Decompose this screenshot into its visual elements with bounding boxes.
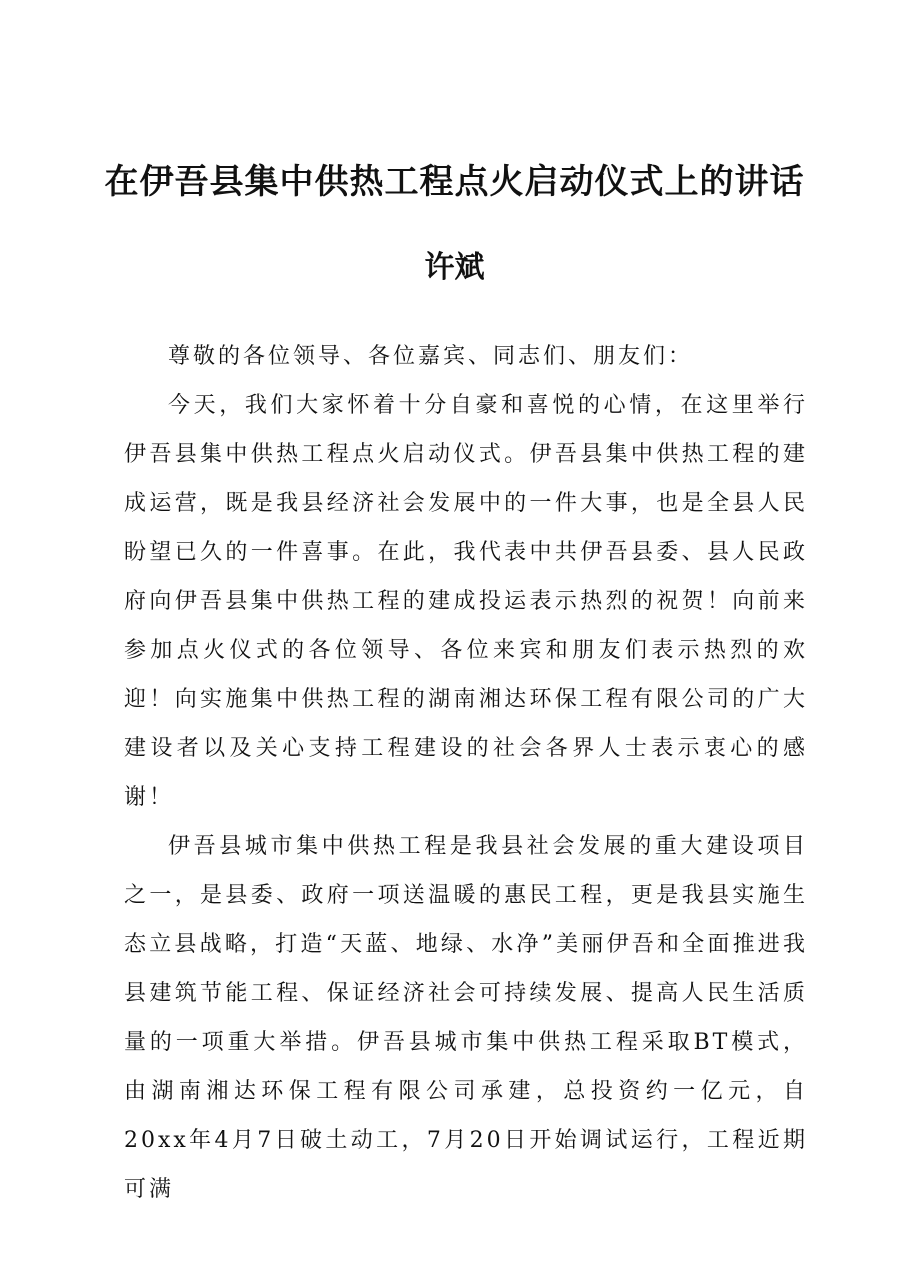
document-title: 在伊吾县集中供热工程点火启动仪式上的讲话 — [104, 162, 805, 202]
paragraph-project: 伊吾县城市集中供热工程是我县社会发展的重大建设项目之一，是县委、政府一项送温暖的惠民工程，更是我县实施生态立县战略，打造“天蓝、地绿、水净”美丽伊吾和全面推进我县建筑节能工程、保证经济社会可持续发展、提高人民生活质量的一项重大举措。伊吾县城市集中供热工程采取BT模式，由湖南湘达环保工程有限公司承建，总投资约一亿元，自20xx年4月7日破土动工，7月20日开始调试运行，工程近期可满 — [124, 834, 808, 1202]
document-body — [124, 332, 808, 1214]
paragraph-salutation: 尊敬的各位领导、各位嘉宾、同志们、朋友们： — [168, 344, 694, 369]
paragraph-opening: 今天，我们大家怀着十分自豪和喜悦的心情，在这里举行伊吾县集中供热工程点火启动仪式。伊吾县集中供热工程的建成运营，既是我县经济社会发展中的一件大事，也是全县人民盼望已久的一件喜事。在此，我代表中共伊吾县委、县人民政府向伊吾县集中供热工程的建成投运表示热烈的祝贺！向前来参加点火仪式的各位领导、各位来宾和朋友们表示热烈的欢迎！向实施集中供热工程的湖南湘达环保工程有限公司的广大建设者以及关心支持工程建设的社会各界人士表示衷心的感谢！ — [124, 393, 808, 810]
document-author: 许斌 — [424, 250, 485, 285]
